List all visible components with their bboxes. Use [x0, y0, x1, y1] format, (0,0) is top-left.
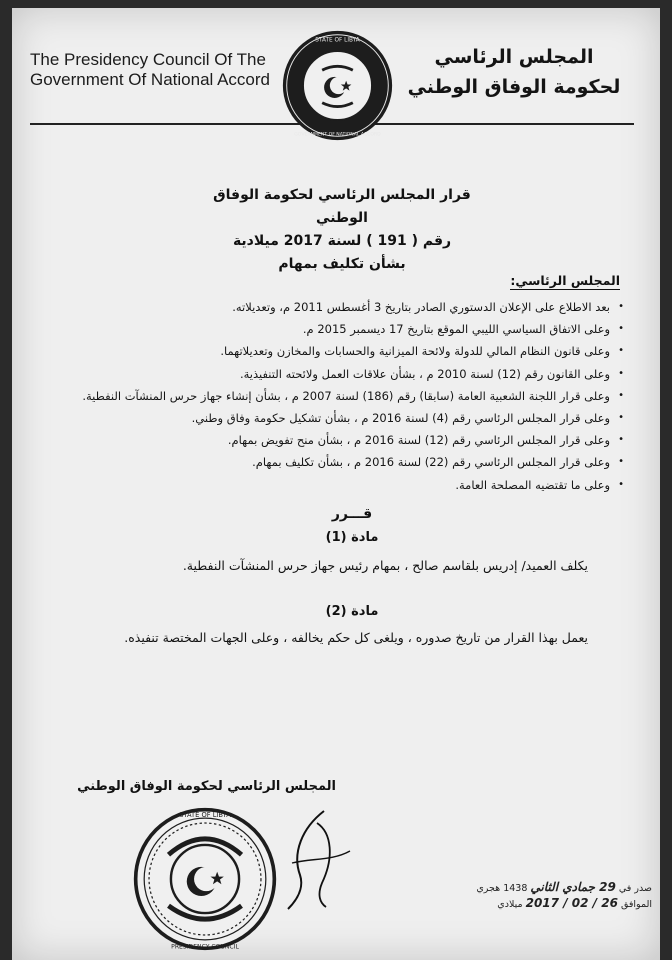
decided-heading: قـــرر — [331, 506, 373, 522]
preamble-item: • وعلى قانون النظام المالي للدولة ولائحة الميزانية والحسابات والمخازن وتعديلاتهما. — [30, 340, 610, 362]
preamble-item: • وعلى قرار المجلس الرئاسي رقم (22) لسنة 2016 م ، بشأن تكليف بمهام. — [30, 451, 610, 473]
signatory-title: المجلس الرئاسي لحكومة الوفاق الوطني — [77, 779, 336, 794]
english-letterhead-line1: The Presidency Council Of The — [30, 50, 266, 69]
decision-title-line3: بشأن تكليف بمهام — [278, 256, 406, 272]
gregorian-date: 26 / 02 / 2017 — [525, 896, 618, 910]
preamble-item: • وعلى القانون رقم (12) لسنة 2010 م ، بشأن علاقات العمل ولائحته التنفيذية. — [30, 363, 610, 385]
preamble-list — [30, 296, 624, 496]
stamp-top-text: STATE OF LIBYA — [179, 810, 231, 819]
preamble-item: • بعد الاطلاع على الإعلان الدستوري الصادر بتاريخ 3 أغسطس 2011 م، وتعديلاته. — [30, 296, 610, 318]
issue-date-block — [432, 880, 652, 912]
document-page — [12, 8, 660, 960]
seal-bottom-text: GOVERNMENT OF NATIONAL ACCORD — [294, 132, 381, 138]
preamble-item: • وعلى قرار المجلس الرئاسي رقم (12) لسنة 2016 م ، بشأن منح تفويض بمهام. — [30, 429, 610, 451]
arabic-letterhead-line1: المجلس الرئاسي — [434, 46, 594, 68]
decision-title-line1: قرار المجلس الرئاسي لحكومة الوفاق الوطني — [213, 187, 471, 226]
article-2-text: يعمل بهذا القرار من تاريخ صدوره ، ويلغى كل حكم يخالفه ، وعلى الجهات المختصة تنفيذه. — [124, 630, 588, 645]
decision-title-line2: رقم ( 191 ) لسنة 2017 ميلادية — [232, 233, 452, 249]
english-letterhead — [30, 50, 290, 90]
article-1-text: يكلف العميد/ إدريس بلقاسم صالح ، بمهام رئيس جهاز حرس المنشآت النفطية. — [182, 558, 588, 573]
arabic-letterhead — [404, 42, 624, 102]
article-1-title: مادة (1) — [325, 530, 379, 545]
issued-label: صدر في — [618, 883, 652, 894]
state-seal-icon — [280, 28, 395, 143]
official-stamp-icon — [132, 806, 278, 952]
decision-title — [192, 184, 492, 276]
stamp-bottom-text: PRESIDENCY COUNCIL — [171, 943, 239, 951]
preamble-item: • وعلى الاتفاق السياسي الليبي الموقع بتاريخ 17 ديسمبر 2015 م. — [30, 318, 610, 340]
preamble-item: • وعلى ما تقتضيه المصلحة العامة. — [30, 474, 610, 496]
preamble-item: • وعلى قرار المجلس الرئاسي رقم (4) لسنة 2016 م ، بشأن تشكيل حكومة وفاق وطني. — [30, 407, 610, 429]
arabic-letterhead-line2: لحكومة الوفاق الوطني — [407, 76, 621, 98]
seal-top-text: STATE OF LIBYA — [315, 37, 360, 44]
gregorian-suffix: ميلادي — [497, 899, 523, 910]
preamble-heading: المجلس الرئاسي: — [510, 273, 620, 288]
english-letterhead-line2: Government Of National Accord — [30, 70, 271, 89]
preamble-item: • وعلى قرار اللجنة الشعبية العامة (سابقا) رقم (186) لسنة 2007 م ، بشأن إنشاء جهاز حرس المنشآت النفطية. — [30, 385, 610, 407]
handwritten-signature — [262, 803, 362, 913]
hijri-year: 1438 هجري — [476, 883, 528, 894]
gregorian-label: الموافق — [620, 899, 652, 910]
article-2-title: مادة (2) — [325, 604, 379, 619]
hijri-date: 29 جمادي الثاني — [530, 880, 616, 894]
